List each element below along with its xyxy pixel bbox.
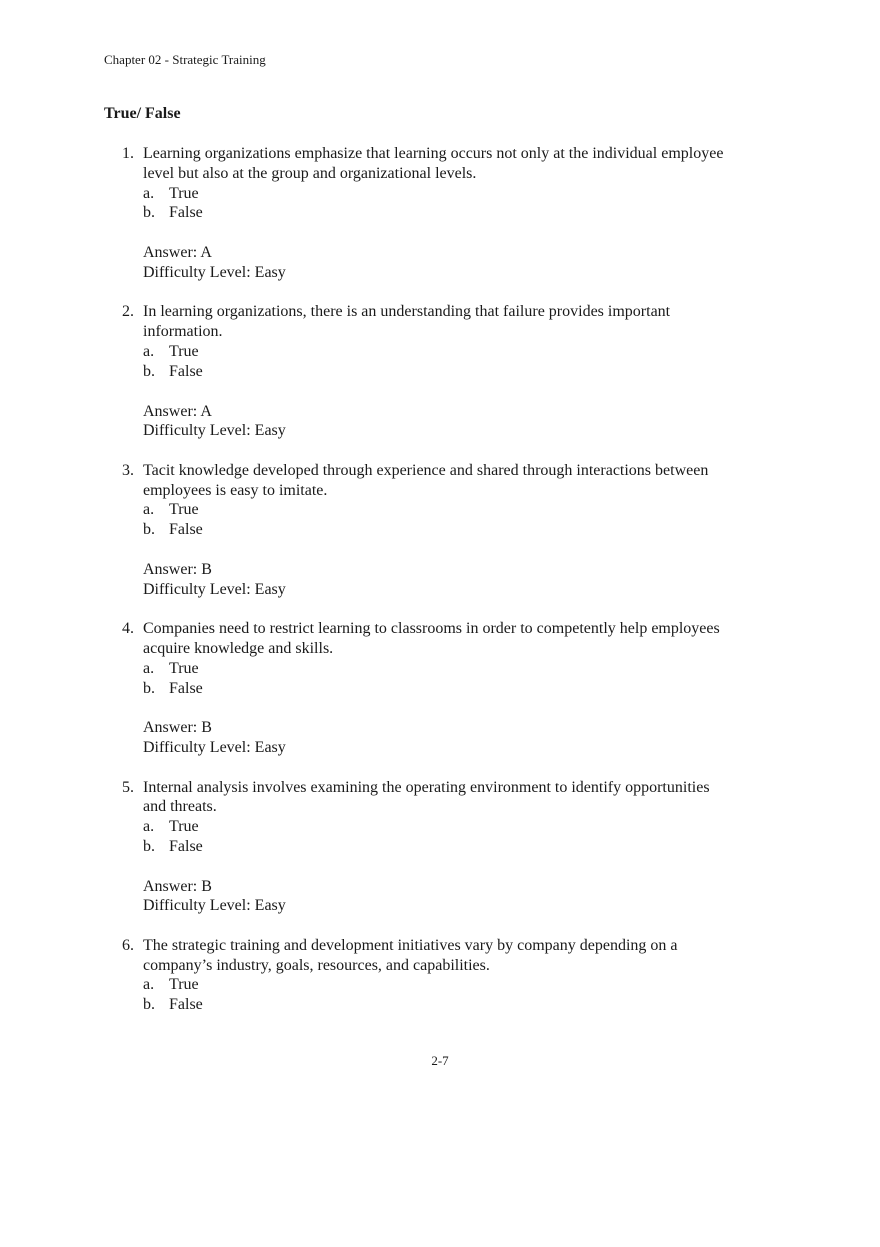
- option-a: [143, 975, 784, 995]
- question-number: 2.: [122, 303, 134, 321]
- question-text-line: The strategic training and development initiatives vary by company depending on a: [143, 936, 678, 954]
- question-list: [104, 144, 784, 1015]
- option-text: True: [169, 501, 199, 519]
- option-a: [143, 184, 784, 204]
- option-letter: a.: [143, 976, 155, 994]
- question-text-line: In learning organizations, there is an understanding that failure provides important: [143, 303, 671, 321]
- question-number: 3.: [122, 461, 134, 479]
- option-letter: a.: [143, 501, 155, 519]
- question-number: 4.: [122, 620, 134, 638]
- question-text-line: Learning organizations emphasize that learning occurs not only at the individual employee: [143, 145, 724, 162]
- option-letter: b.: [143, 362, 155, 380]
- option-letter: b.: [143, 837, 155, 855]
- question-text-line: employees is easy to imitate.: [143, 481, 328, 499]
- option-letter: b.: [143, 204, 155, 222]
- question: [104, 461, 784, 600]
- option-letter: b.: [143, 679, 155, 697]
- question-number: 6.: [122, 936, 134, 954]
- answer: Answer: A: [143, 402, 212, 420]
- question: [104, 144, 784, 283]
- option-text: True: [169, 342, 199, 360]
- question-text-line: Tacit knowledge developed through experience and shared through interactions between: [143, 461, 709, 479]
- question-number: 5.: [122, 778, 134, 796]
- option-b: [143, 362, 784, 382]
- option-text: False: [169, 996, 203, 1014]
- difficulty-level: Difficulty Level: Easy: [143, 263, 286, 281]
- question-text-line: acquire knowledge and skills.: [143, 639, 334, 657]
- question: [104, 778, 784, 917]
- question: [104, 302, 784, 441]
- option-letter: a.: [143, 342, 155, 360]
- option-a: [143, 659, 784, 679]
- question-text-line: and threats.: [143, 798, 217, 816]
- option-text: False: [169, 204, 203, 222]
- answer: Answer: B: [143, 877, 212, 895]
- answer: Answer: A: [143, 244, 212, 262]
- option-letter: b.: [143, 996, 155, 1014]
- option-b: [143, 679, 784, 699]
- question-text-line: Companies need to restrict learning to classrooms in order to competently help employees: [143, 620, 720, 638]
- difficulty-level: Difficulty Level: Easy: [143, 580, 286, 598]
- option-a: [143, 500, 784, 520]
- difficulty-level: Difficulty Level: Easy: [143, 897, 286, 915]
- option-text: False: [169, 362, 203, 380]
- option-text: True: [169, 818, 199, 836]
- difficulty-level: Difficulty Level: Easy: [143, 739, 286, 757]
- answer: Answer: B: [143, 719, 212, 737]
- page-header: Chapter 02 - Strategic Training: [104, 52, 266, 67]
- question-text-line: Internal analysis involves examining the operating environment to identify opportunities: [143, 778, 710, 796]
- option-b: [143, 203, 784, 223]
- page-number: 2-7: [431, 1053, 449, 1068]
- option-text: False: [169, 679, 203, 697]
- option-b: [143, 995, 784, 1015]
- option-b: [143, 837, 784, 857]
- question-text-line: information.: [143, 323, 223, 341]
- question: [104, 619, 784, 758]
- option-letter: a.: [143, 184, 155, 202]
- option-b: [143, 520, 784, 540]
- question-text-line: level but also at the group and organizational levels.: [143, 164, 477, 182]
- option-text: False: [169, 837, 203, 855]
- option-a: [143, 342, 784, 362]
- section-title: True/ False: [104, 105, 181, 122]
- difficulty-level: Difficulty Level: Easy: [143, 422, 286, 440]
- option-letter: b.: [143, 521, 155, 539]
- option-text: True: [169, 976, 199, 994]
- option-a: [143, 817, 784, 837]
- option-letter: a.: [143, 659, 155, 677]
- option-text: True: [169, 184, 199, 202]
- option-letter: a.: [143, 818, 155, 836]
- answer: Answer: B: [143, 560, 212, 578]
- question-text-line: company’s industry, goals, resources, and capabilities.: [143, 956, 490, 974]
- option-text: False: [169, 521, 203, 539]
- question: [104, 936, 784, 1015]
- option-text: True: [169, 659, 199, 677]
- question-number: 1.: [122, 145, 134, 162]
